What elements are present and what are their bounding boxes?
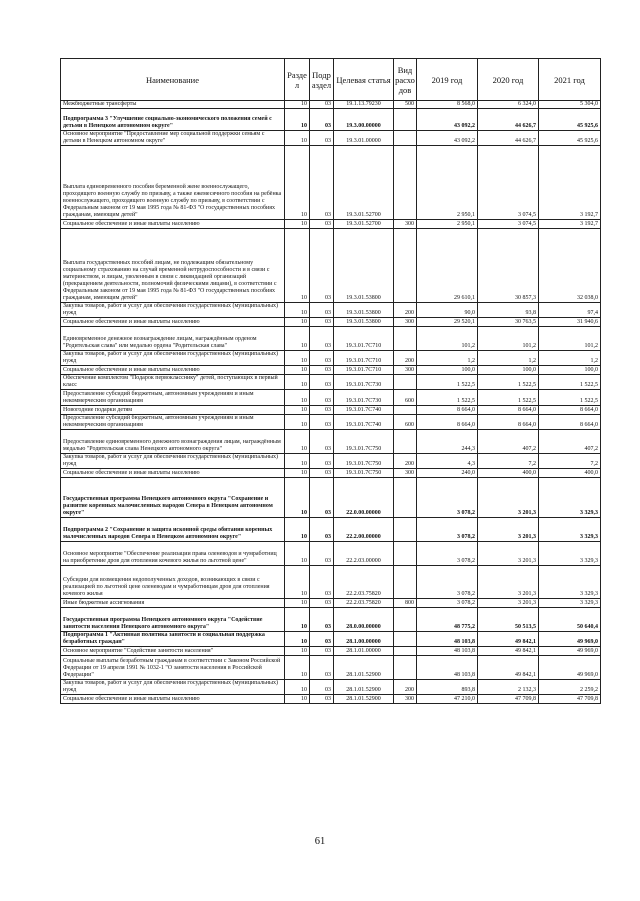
row-target-article: 22.2.03.00000: [334, 542, 394, 566]
page-number: 61: [314, 836, 326, 847]
row-value-2021: 3 192,7: [539, 146, 601, 220]
row-value-2021: 50 640,4: [539, 608, 601, 632]
row-expense-type: [394, 327, 417, 351]
row-subsection: 03: [310, 366, 334, 375]
row-value-2021: 5 304,0: [539, 101, 601, 109]
row-name: Предоставление единовременного денежного вознаграждения лицам, награждённым медалью "Родительская слава Ненецкого автономного округа": [61, 430, 285, 454]
row-value-2021: 2 259,2: [539, 680, 601, 695]
table-row: [61, 131, 601, 146]
row-value-2021: 1 522,5: [539, 375, 601, 390]
row-target-article: 19.3.01.7С730: [334, 375, 394, 390]
row-value-2020: 1 522,5: [478, 390, 539, 406]
row-target-article: 28.1.01.00000: [334, 647, 394, 656]
table-row: [61, 406, 601, 415]
row-value-2019: 48 103,8: [417, 647, 478, 656]
row-value-2021: 8 664,0: [539, 415, 601, 430]
budget-table: [60, 58, 601, 704]
table-row: [61, 327, 601, 351]
table-row: [61, 566, 601, 599]
row-value-2021: 1,2: [539, 351, 601, 366]
row-name: Субсидии для возмещения недополученных доходов, возникающих в связи с реализацией по льготной цене оленеводам и чумработницам дров для отопления кочевого жилья: [61, 566, 285, 599]
table-row: [61, 390, 601, 406]
row-name: Иные бюджетные ассигнования: [61, 599, 285, 608]
row-value-2020: 3 074,5: [478, 146, 539, 220]
row-subsection: 03: [310, 632, 334, 647]
row-section: 10: [285, 656, 310, 680]
row-target-article: 19.3.01.7С740: [334, 406, 394, 415]
row-section: 10: [285, 680, 310, 695]
row-target-article: 19.3.01.52700: [334, 146, 394, 220]
table-row: [61, 415, 601, 430]
row-section: 10: [285, 406, 310, 415]
row-value-2020: 3 201,3: [478, 518, 539, 542]
row-name: Закупка товаров, работ и услуг для обеспечения государственных (муниципальных) нужд: [61, 303, 285, 318]
row-value-2020: 3 074,5: [478, 220, 539, 229]
row-value-2021: 45 925,6: [539, 109, 601, 131]
row-subsection: 03: [310, 318, 334, 327]
row-target-article: 19.3.01.7С750: [334, 469, 394, 478]
row-subsection: 03: [310, 647, 334, 656]
row-expense-type: 300: [394, 695, 417, 704]
row-value-2019: 48 103,8: [417, 632, 478, 647]
row-value-2020: 93,8: [478, 303, 539, 318]
row-expense-type: [394, 430, 417, 454]
table-row: [61, 375, 601, 390]
row-name: Подпрограмма 2 "Сохранение и защита исконной среды обитания коренных малочисленных народов Севера в Ненецком автономном округе": [61, 518, 285, 542]
row-value-2019: 1,2: [417, 351, 478, 366]
row-value-2020: 7,2: [478, 454, 539, 469]
row-section: 10: [285, 469, 310, 478]
table-row: [61, 454, 601, 469]
row-name: Государственная программа Ненецкого автономного округа "Сохранение и развитие коренных малочисленных народов Севера в Ненецком автономном округе": [61, 478, 285, 518]
row-name: Основное мероприятие "Предоставление мер социальной поддержки семьям с детьми в Ненецком автономном округе": [61, 131, 285, 146]
row-name: Основное мероприятие "Содействие занятости населения": [61, 647, 285, 656]
row-name: Закупка товаров, работ и услуг для обеспечения государственных (муниципальных) нужд: [61, 680, 285, 695]
row-value-2019: 29 610,1: [417, 229, 478, 303]
row-value-2021: 101,2: [539, 327, 601, 351]
row-name: Социальное обеспечение и иные выплаты населению: [61, 469, 285, 478]
row-section: 10: [285, 366, 310, 375]
row-subsection: 03: [310, 146, 334, 220]
row-expense-type: [394, 656, 417, 680]
row-expense-type: [394, 478, 417, 518]
row-value-2021: 400,0: [539, 469, 601, 478]
row-value-2020: 44 626,7: [478, 109, 539, 131]
row-target-article: 19.3.01.7С730: [334, 390, 394, 406]
row-expense-type: 500: [394, 101, 417, 109]
table-row: [61, 695, 601, 704]
row-expense-type: 300: [394, 366, 417, 375]
row-subsection: 03: [310, 101, 334, 109]
row-value-2019: 8 664,0: [417, 406, 478, 415]
row-value-2021: 3 329,3: [539, 566, 601, 599]
header-target-article: Целевая статья: [334, 59, 394, 101]
row-section: 10: [285, 518, 310, 542]
row-value-2020: 2 132,3: [478, 680, 539, 695]
row-name: Социальное обеспечение и иные выплаты населению: [61, 318, 285, 327]
row-name: Закупка товаров, работ и услуг для обеспечения государственных (муниципальных) нужд: [61, 454, 285, 469]
row-section: 10: [285, 375, 310, 390]
row-value-2020: 49 842,1: [478, 632, 539, 647]
row-subsection: 03: [310, 695, 334, 704]
row-target-article: 22.2.03.75820: [334, 566, 394, 599]
row-value-2020: 3 201,3: [478, 566, 539, 599]
budget-table-container: [60, 58, 600, 704]
row-section: 10: [285, 415, 310, 430]
row-value-2019: 3 078,2: [417, 518, 478, 542]
row-expense-type: [394, 406, 417, 415]
row-expense-type: 800: [394, 599, 417, 608]
row-value-2019: 101,2: [417, 327, 478, 351]
row-subsection: 03: [310, 303, 334, 318]
row-value-2019: 2 950,1: [417, 146, 478, 220]
row-target-article: 19.3.01.7С740: [334, 415, 394, 430]
row-target-article: 22.2.03.75820: [334, 599, 394, 608]
row-subsection: 03: [310, 415, 334, 430]
row-section: 10: [285, 220, 310, 229]
row-expense-type: [394, 608, 417, 632]
row-value-2019: 893,8: [417, 680, 478, 695]
row-value-2020: 100,0: [478, 366, 539, 375]
row-value-2019: 90,0: [417, 303, 478, 318]
row-subsection: 03: [310, 406, 334, 415]
table-row: [61, 146, 601, 220]
header-year-2021: 2021 год: [539, 59, 601, 101]
row-section: 10: [285, 146, 310, 220]
row-value-2019: 29 520,1: [417, 318, 478, 327]
row-subsection: 03: [310, 351, 334, 366]
header-expense-type: Вид расхо дов: [394, 59, 417, 101]
row-target-article: 19.3.01.00000: [334, 131, 394, 146]
row-value-2021: 1 522,5: [539, 390, 601, 406]
row-subsection: 03: [310, 656, 334, 680]
table-row: [61, 680, 601, 695]
row-value-2020: 3 201,3: [478, 542, 539, 566]
row-value-2019: 43 092,2: [417, 109, 478, 131]
row-value-2019: 2 950,1: [417, 220, 478, 229]
row-value-2021: 49 969,0: [539, 647, 601, 656]
row-section: 10: [285, 542, 310, 566]
row-expense-type: [394, 146, 417, 220]
row-expense-type: [394, 518, 417, 542]
row-value-2020: 1 522,5: [478, 375, 539, 390]
row-target-article: 28.1.01.52900: [334, 680, 394, 695]
row-subsection: 03: [310, 608, 334, 632]
row-section: 10: [285, 303, 310, 318]
table-row: [61, 647, 601, 656]
row-expense-type: [394, 131, 417, 146]
header-section: Разде л: [285, 59, 310, 101]
table-row: [61, 469, 601, 478]
row-value-2021: 32 038,0: [539, 229, 601, 303]
table-row: [61, 478, 601, 518]
row-section: 10: [285, 454, 310, 469]
row-expense-type: [394, 375, 417, 390]
row-target-article: 19.3.01.7С710: [334, 351, 394, 366]
row-value-2020: 8 664,0: [478, 415, 539, 430]
row-value-2019: 47 210,0: [417, 695, 478, 704]
row-subsection: 03: [310, 375, 334, 390]
row-value-2019: 48 103,8: [417, 656, 478, 680]
header-name: Наименование: [61, 59, 285, 101]
row-value-2021: 7,2: [539, 454, 601, 469]
row-value-2020: 3 201,3: [478, 478, 539, 518]
row-name: Предоставление субсидий бюджетным, автономным учреждениям и иным некоммерческим организациям: [61, 390, 285, 406]
row-value-2020: 3 201,3: [478, 599, 539, 608]
row-name: Социальное обеспечение и иные выплаты населению: [61, 220, 285, 229]
row-name: Обеспечение комплектом "Подарок первокласснику" детей, поступающих в первый класс: [61, 375, 285, 390]
row-value-2019: 1 522,5: [417, 390, 478, 406]
row-value-2020: 400,0: [478, 469, 539, 478]
table-row: [61, 303, 601, 318]
row-section: 10: [285, 390, 310, 406]
row-expense-type: 600: [394, 390, 417, 406]
row-subsection: 03: [310, 327, 334, 351]
row-expense-type: [394, 632, 417, 647]
row-section: 10: [285, 109, 310, 131]
row-value-2021: 100,0: [539, 366, 601, 375]
row-value-2020: 44 626,7: [478, 131, 539, 146]
row-subsection: 03: [310, 478, 334, 518]
row-target-article: 19.3.00.00000: [334, 109, 394, 131]
row-expense-type: [394, 229, 417, 303]
row-target-article: 22.0.00.00000: [334, 478, 394, 518]
row-value-2019: 244,3: [417, 430, 478, 454]
row-target-article: 28.0.00.00000: [334, 608, 394, 632]
row-expense-type: 200: [394, 351, 417, 366]
row-target-article: 28.1.01.52900: [334, 656, 394, 680]
row-name: Межбюджетные трансферты: [61, 101, 285, 109]
table-row: [61, 542, 601, 566]
table-header-row: [61, 59, 601, 101]
row-value-2019: 43 092,2: [417, 131, 478, 146]
row-value-2020: 47 709,8: [478, 695, 539, 704]
row-section: 10: [285, 101, 310, 109]
row-value-2019: 8 664,0: [417, 415, 478, 430]
row-target-article: 19.3.01.53800: [334, 229, 394, 303]
row-value-2021: 31 940,6: [539, 318, 601, 327]
row-value-2020: 50 513,5: [478, 608, 539, 632]
row-subsection: 03: [310, 109, 334, 131]
row-value-2019: 3 078,2: [417, 566, 478, 599]
row-name: Социальные выплаты безработным гражданам в соответствии с Законом Российской Федерации от 19 апреля 1991 № 1032-1 "О занятости населения в Российской Федерации": [61, 656, 285, 680]
row-name: Единовременное денежное вознаграждение лицам, награждённым орденом "Родительская слава" или медалью ордена "Родительская слава": [61, 327, 285, 351]
table-row: [61, 430, 601, 454]
row-section: 10: [285, 647, 310, 656]
row-value-2019: 100,0: [417, 366, 478, 375]
row-subsection: 03: [310, 566, 334, 599]
row-name: Закупка товаров, работ и услуг для обеспечения государственных (муниципальных) нужд: [61, 351, 285, 366]
row-value-2021: 8 664,0: [539, 406, 601, 415]
row-expense-type: 300: [394, 469, 417, 478]
table-row: [61, 632, 601, 647]
row-section: 10: [285, 229, 310, 303]
row-value-2019: 3 078,2: [417, 542, 478, 566]
table-row: [61, 518, 601, 542]
row-value-2020: 407,2: [478, 430, 539, 454]
row-name: Выплата единовременного пособия беременной жене военнослужащего, проходящего военную службу по призыву, а также ежемесячного пособия на ребёнка военнослужащего, проходящего военную службу по призыву, в соответствии с Федеральным законом от 19 мая 1995 года № 81-ФЗ "О государственных пособиях гражданам, имеющим детей": [61, 146, 285, 220]
row-value-2021: 97,4: [539, 303, 601, 318]
row-section: 10: [285, 566, 310, 599]
row-target-article: 19.3.01.7С710: [334, 366, 394, 375]
row-target-article: 19.3.01.53800: [334, 303, 394, 318]
row-name: Новогодние подарки детям: [61, 406, 285, 415]
row-target-article: 22.2.00.00000: [334, 518, 394, 542]
table-body: [61, 101, 601, 704]
header-year-2020: 2020 год: [478, 59, 539, 101]
row-value-2019: 3 078,2: [417, 599, 478, 608]
row-value-2019: 4,3: [417, 454, 478, 469]
row-value-2020: 49 842,1: [478, 647, 539, 656]
row-value-2019: 1 522,5: [417, 375, 478, 390]
row-value-2021: 3 329,3: [539, 518, 601, 542]
row-subsection: 03: [310, 131, 334, 146]
row-target-article: 19.3.01.7С750: [334, 454, 394, 469]
row-subsection: 03: [310, 229, 334, 303]
row-expense-type: 600: [394, 415, 417, 430]
row-target-article: 19.3.01.7С710: [334, 327, 394, 351]
row-target-article: 28.1.00.00000: [334, 632, 394, 647]
row-value-2020: 6 324,0: [478, 101, 539, 109]
row-value-2021: 3 329,3: [539, 542, 601, 566]
row-value-2020: 1,2: [478, 351, 539, 366]
table-row: [61, 101, 601, 109]
header-year-2019: 2019 год: [417, 59, 478, 101]
row-value-2019: 8 568,0: [417, 101, 478, 109]
row-value-2020: 30 857,3: [478, 229, 539, 303]
row-section: 10: [285, 430, 310, 454]
row-expense-type: [394, 109, 417, 131]
row-value-2021: 47 709,8: [539, 695, 601, 704]
row-subsection: 03: [310, 680, 334, 695]
row-expense-type: [394, 542, 417, 566]
row-section: 10: [285, 695, 310, 704]
row-name: Подпрограмма 3 "Улучшение социально-экономического положения семей с детьми в Ненецком автономном округе": [61, 109, 285, 131]
row-name: Выплата государственных пособий лицам, не подлежащим обязательному социальному страхованию на случай временной нетрудоспособности и в связи с материнством, и лицам, уволенным в связи с ликвидацией организаций (прекращением деятельности, полномочий физическими лицами), в соответствии с Федеральным законом от 19 мая 1995 года № 81-ФЗ "О государственных пособиях гражданам, имеющим детей": [61, 229, 285, 303]
row-name: Государственная программа Ненецкого автономного округа "Содействие занятости населения Ненецкого автономного округа": [61, 608, 285, 632]
row-value-2020: 8 664,0: [478, 406, 539, 415]
row-expense-type: [394, 566, 417, 599]
row-value-2021: 3 329,3: [539, 478, 601, 518]
row-section: 10: [285, 478, 310, 518]
row-expense-type: [394, 647, 417, 656]
row-target-article: 19.3.01.7С750: [334, 430, 394, 454]
row-value-2020: 101,2: [478, 327, 539, 351]
row-section: 10: [285, 608, 310, 632]
row-name: Предоставление субсидий бюджетным, автономным учреждениям и иным некоммерческим организациям: [61, 415, 285, 430]
row-section: 10: [285, 327, 310, 351]
table-row: [61, 318, 601, 327]
table-row: [61, 109, 601, 131]
header-subsection: Подр аздел: [310, 59, 334, 101]
row-subsection: 03: [310, 430, 334, 454]
row-value-2019: 48 775,2: [417, 608, 478, 632]
row-value-2021: 49 969,0: [539, 632, 601, 647]
row-section: 10: [285, 599, 310, 608]
row-subsection: 03: [310, 469, 334, 478]
row-subsection: 03: [310, 518, 334, 542]
row-section: 10: [285, 131, 310, 146]
row-value-2021: 3 192,7: [539, 220, 601, 229]
row-value-2020: 30 763,5: [478, 318, 539, 327]
row-value-2021: 45 925,6: [539, 131, 601, 146]
table-row: [61, 599, 601, 608]
row-target-article: 19.3.01.52700: [334, 220, 394, 229]
row-section: 10: [285, 351, 310, 366]
row-value-2021: 3 329,3: [539, 599, 601, 608]
row-name: Подпрограмма 1 "Активная политика занятости и социальная поддержка безработных граждан": [61, 632, 285, 647]
row-value-2019: 240,0: [417, 469, 478, 478]
row-value-2021: 49 969,0: [539, 656, 601, 680]
row-name: Социальное обеспечение и иные выплаты населению: [61, 695, 285, 704]
table-row: [61, 351, 601, 366]
row-target-article: 28.1.01.52900: [334, 695, 394, 704]
row-expense-type: 200: [394, 303, 417, 318]
row-section: 10: [285, 318, 310, 327]
row-expense-type: 200: [394, 680, 417, 695]
row-subsection: 03: [310, 220, 334, 229]
row-subsection: 03: [310, 599, 334, 608]
row-section: 10: [285, 632, 310, 647]
table-row: [61, 656, 601, 680]
row-value-2019: 3 078,2: [417, 478, 478, 518]
row-target-article: 19.3.01.53800: [334, 318, 394, 327]
table-row: [61, 608, 601, 632]
table-row: [61, 229, 601, 303]
table-row: [61, 220, 601, 229]
row-name: Социальное обеспечение и иные выплаты населению: [61, 366, 285, 375]
row-expense-type: 300: [394, 318, 417, 327]
row-target-article: 19.1.13.79230: [334, 101, 394, 109]
row-subsection: 03: [310, 454, 334, 469]
row-expense-type: 300: [394, 220, 417, 229]
row-expense-type: 200: [394, 454, 417, 469]
row-value-2021: 407,2: [539, 430, 601, 454]
row-value-2020: 49 842,1: [478, 656, 539, 680]
row-subsection: 03: [310, 390, 334, 406]
table-row: [61, 366, 601, 375]
row-name: Основное мероприятие "Обеспечение реализации права оленеводов и чумработниц на приобретение дров для отопления кочевого жилья по льготной цене": [61, 542, 285, 566]
row-subsection: 03: [310, 542, 334, 566]
